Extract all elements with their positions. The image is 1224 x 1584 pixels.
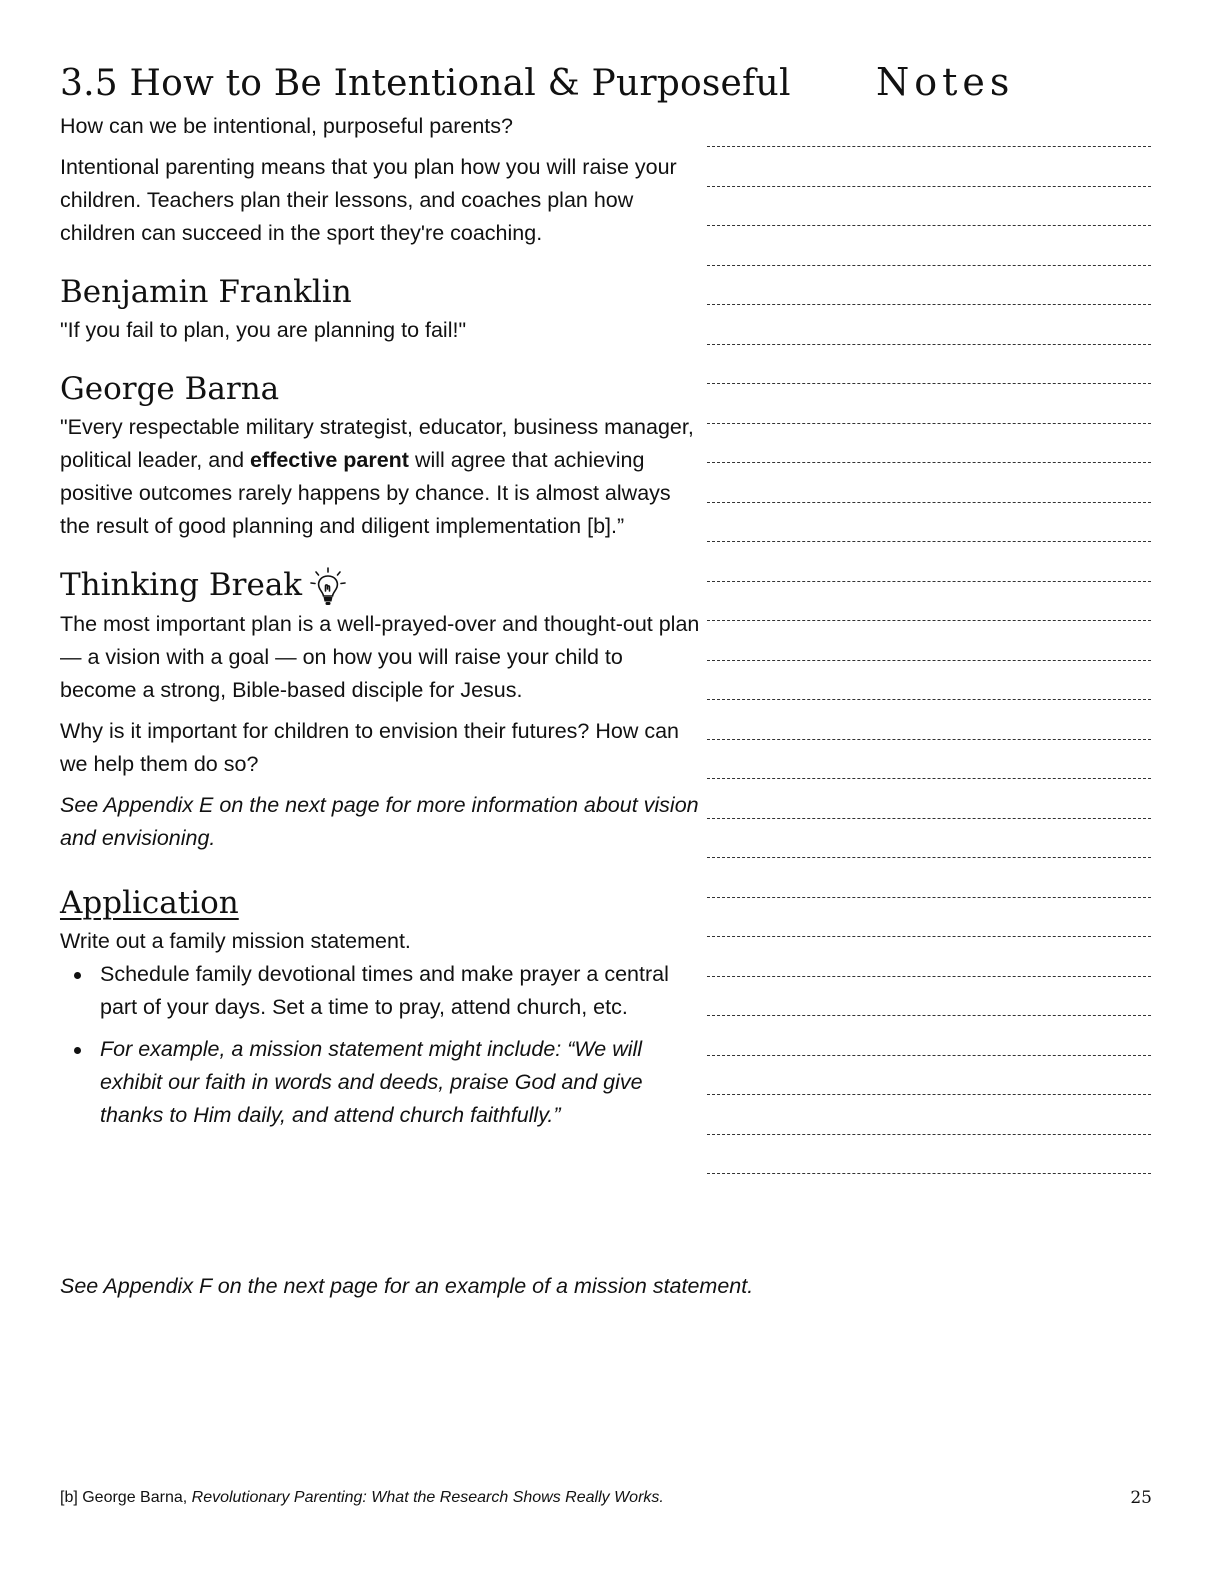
appendix-e-note: See Appendix E on the next page for more information about vision and envisioning. [60,792,699,850]
franklin-heading: Benjamin Franklin [60,274,352,310]
note-line[interactable] [707,304,1151,305]
section-question: How can we be intentional, purposeful parents? [60,114,513,138]
note-line[interactable] [707,383,1151,384]
note-line[interactable] [707,265,1151,266]
thinking-break-label: Thinking Break [60,567,303,603]
barna-heading: George Barna [60,371,280,407]
note-line[interactable] [707,344,1151,345]
note-line[interactable] [707,699,1151,700]
note-line[interactable] [707,462,1151,463]
list-item [100,1033,700,1132]
franklin-quote: "If you fail to plan, you are planning to fail!" [60,318,467,342]
note-line[interactable] [707,739,1151,740]
note-line[interactable] [707,225,1151,226]
list-item-text: Schedule family devotional times and make prayer a central part of your days. Set a time to pray, attend church, etc. [100,961,669,1019]
section-intro: Intentional parenting means that you plan how you will raise your children. Teachers plan their lessons, and coaches plan how children can succeed in the sport they're coaching. [60,155,677,245]
notes-lines [707,146,1151,1213]
note-line[interactable] [707,778,1151,779]
section-title: 3.5 How to Be Intentional & Purposeful [60,63,791,104]
application-list [60,958,700,1132]
note-line[interactable] [707,541,1151,542]
bullet-dot-icon [74,1047,81,1054]
note-line[interactable] [707,581,1151,582]
bullet-dot-icon [74,972,81,979]
application-heading: Application [60,884,239,921]
note-line[interactable] [707,936,1151,937]
note-line[interactable] [707,146,1151,147]
note-line[interactable] [707,423,1151,424]
note-line[interactable] [707,1173,1151,1174]
note-line[interactable] [707,1094,1151,1095]
barna-quote-emphasis: effective parent [250,448,409,472]
barna-quote-start: "Every respectable military strategist, educator, business manager, political leader, and [60,415,694,472]
footnote [60,1487,664,1509]
thinking-break-paragraph-1: The most important plan is a well-prayed-over and thought-out plan — a vision with a goal — on how you will raise your child to become a strong, Bible-based disciple for Jesus. [60,611,700,702]
list-item [100,958,700,1024]
barna-quote-end: will agree that achieving positive outcomes rarely happens by chance. It is almost always the result of good planning and diligent implementation [b].” [60,448,671,538]
barna-quote [60,411,700,543]
thinking-break-paragraph-2: Why is it important for children to envision their futures? How can we help them do so? [60,718,679,776]
lightbulb-icon [308,566,348,608]
note-line[interactable] [707,660,1151,661]
note-line[interactable] [707,857,1151,858]
note-line[interactable] [707,1015,1151,1016]
thinking-break-heading [60,563,700,608]
appendix-f-note: See Appendix F on the next page for an example of a mission statement. [60,1273,754,1298]
page-number: 25 [1130,1488,1152,1508]
application-intro: Write out a family mission statement. [60,928,411,953]
note-line[interactable] [707,1134,1151,1135]
note-line[interactable] [707,502,1151,503]
notes-title: Notes [876,60,1015,104]
note-line[interactable] [707,976,1151,977]
main-column [60,58,791,1132]
list-item-text: For example, a mission statement might include: “We will exhibit our faith in words and deeds, praise God and give thanks to Him daily, and attend church faithfully.” [100,1036,643,1127]
footnote-author: [b] George Barna, [60,1489,192,1506]
note-line[interactable] [707,818,1151,819]
note-line[interactable] [707,186,1151,187]
footnote-title: Revolutionary Parenting: What the Research Shows Really Works. [191,1489,664,1506]
note-line[interactable] [707,620,1151,621]
note-line[interactable] [707,1055,1151,1056]
note-line[interactable] [707,897,1151,898]
